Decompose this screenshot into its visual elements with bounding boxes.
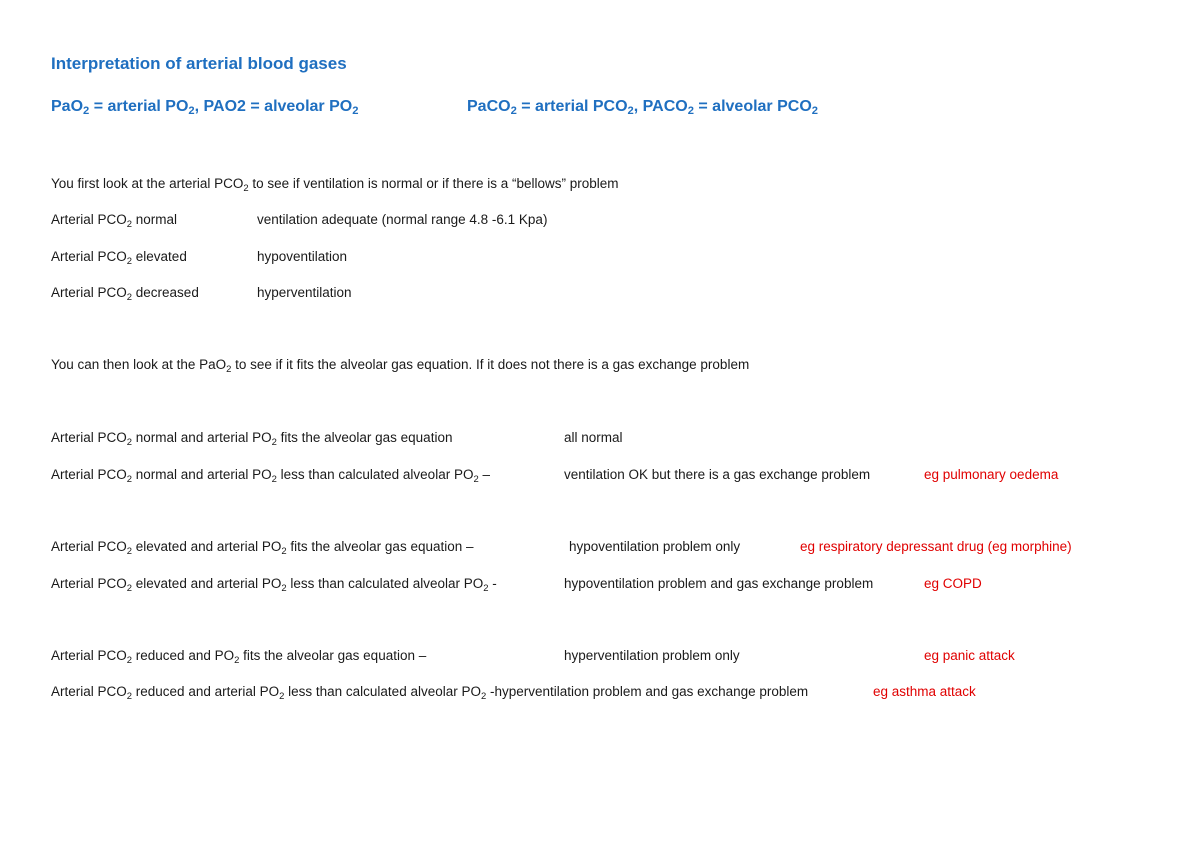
subscript: 2 <box>510 105 517 117</box>
combo-row-interpretation: all normal <box>564 430 623 445</box>
text-run: You can then look at the PaO <box>51 357 227 372</box>
subscript: 2 <box>483 583 489 594</box>
text-run: You first look at the arterial PCO <box>51 176 244 191</box>
subscript: 2 <box>126 583 133 594</box>
text-run: Arterial PCO <box>51 576 127 591</box>
text-run: Arterial PCO <box>51 684 127 699</box>
text-run: , PACO <box>633 98 688 115</box>
text-run: normal and arterial PO <box>132 430 272 445</box>
text-run: elevated and arterial PO <box>132 576 282 591</box>
definition-arterial-alveolar-po2 <box>51 98 358 116</box>
subscript: 2 <box>126 219 133 230</box>
subscript: 2 <box>126 474 133 485</box>
subscript: 2 <box>126 655 133 666</box>
text-run: elevated <box>132 249 187 264</box>
text-run: reduced and PO <box>132 648 235 663</box>
combo-row-example: eg pulmonary oedema <box>924 467 1059 482</box>
ventilation-row-meaning: hyperventilation <box>257 285 352 300</box>
text-run: Arterial PCO <box>51 539 127 554</box>
text-run: to see if ventilation is normal or if there is a “bellows” problem <box>248 176 619 191</box>
subscript: 2 <box>279 691 285 702</box>
subscript: 2 <box>243 183 249 194</box>
combo-row-condition <box>51 683 808 701</box>
ventilation-row-meaning: ventilation adequate (normal range 4.8 -6.1 Kpa) <box>257 212 548 227</box>
intro-paragraph-pao2 <box>51 356 749 374</box>
definition-arterial-alveolar-pco2 <box>467 98 818 116</box>
combo-row-condition <box>51 575 497 593</box>
combo-row-interpretation: hyperventilation problem only <box>564 648 740 663</box>
combo-row-condition <box>51 429 452 447</box>
subscript: 2 <box>188 105 195 117</box>
text-run: - <box>488 576 497 591</box>
text-run: Arterial PCO <box>51 285 127 300</box>
combo-row-example: eg asthma attack <box>873 684 976 699</box>
subscript: 2 <box>83 105 90 117</box>
text-run: PaO <box>51 98 84 115</box>
subscript: 2 <box>627 105 634 117</box>
subscript: 2 <box>126 546 133 557</box>
text-run: Arterial PCO <box>51 648 127 663</box>
text-run: – <box>478 467 490 482</box>
text-run: fits the alveolar gas equation – <box>286 539 474 554</box>
page-title: Interpretation of arterial blood gases <box>51 54 347 73</box>
subscript: 2 <box>226 364 232 375</box>
text-run: = arterial PO <box>89 98 189 115</box>
combo-row-example: eg respiratory depressant drug (eg morphine) <box>800 539 1072 554</box>
subscript: 2 <box>271 474 277 485</box>
subscript: 2 <box>271 437 277 448</box>
text-run: , PAO2 = alveolar PO <box>194 98 353 115</box>
text-run: fits the alveolar gas equation – <box>239 648 427 663</box>
text-run: Arterial PCO <box>51 467 127 482</box>
text-run: less than calculated alveolar PO <box>284 684 481 699</box>
ventilation-row-meaning: hypoventilation <box>257 249 348 264</box>
subscript: 2 <box>687 105 694 117</box>
subscript: 2 <box>126 691 133 702</box>
ventilation-row-label <box>51 211 177 229</box>
combo-row-interpretation: hyperventilation problem and gas exchange problem <box>494 684 809 699</box>
combo-row-condition-text <box>51 684 495 702</box>
combo-row-condition <box>51 466 490 484</box>
text-run: = arterial PCO <box>516 98 628 115</box>
combo-row-interpretation: hypoventilation problem only <box>569 539 741 554</box>
subscript: 2 <box>473 474 479 485</box>
text-run: normal <box>132 212 178 227</box>
text-run: PaCO <box>467 98 511 115</box>
subscript: 2 <box>480 691 487 702</box>
combo-row-interpretation: ventilation OK but there is a gas exchange problem <box>564 467 871 482</box>
subscript: 2 <box>281 583 287 594</box>
subscript: 2 <box>126 437 133 448</box>
combo-row-condition <box>51 647 426 665</box>
text-run: fits the alveolar gas equation <box>276 430 453 445</box>
combo-row-example: eg COPD <box>924 576 982 591</box>
combo-row-condition <box>51 538 474 556</box>
ventilation-row-label <box>51 284 199 302</box>
text-run: less than calculated alveolar PO <box>286 576 484 591</box>
combo-row-interpretation: hypoventilation problem and gas exchange problem <box>564 576 874 591</box>
text-run: to see if it fits the alveolar gas equation. If it does not there is a gas exchange problem <box>231 357 750 372</box>
text-run: - <box>486 684 495 699</box>
text-run: Arterial PCO <box>51 430 127 445</box>
subscript: 2 <box>234 655 240 666</box>
text-run: = alveolar PCO <box>693 98 812 115</box>
text-run: Arterial PCO <box>51 249 127 264</box>
subscript: 2 <box>126 292 133 303</box>
subscript: 2 <box>126 256 133 267</box>
combo-row-example: eg panic attack <box>924 648 1015 663</box>
ventilation-row-label <box>51 248 187 266</box>
text-run: less than calculated alveolar PO <box>276 467 474 482</box>
text-run: reduced and arterial PO <box>132 684 280 699</box>
intro-paragraph-pco2 <box>51 175 619 193</box>
text-run: elevated and arterial PO <box>132 539 282 554</box>
text-run: decreased <box>132 285 199 300</box>
subscript: 2 <box>281 546 287 557</box>
subscript: 2 <box>352 105 359 117</box>
text-run: Arterial PCO <box>51 212 127 227</box>
text-run: normal and arterial PO <box>132 467 272 482</box>
subscript: 2 <box>811 105 819 117</box>
